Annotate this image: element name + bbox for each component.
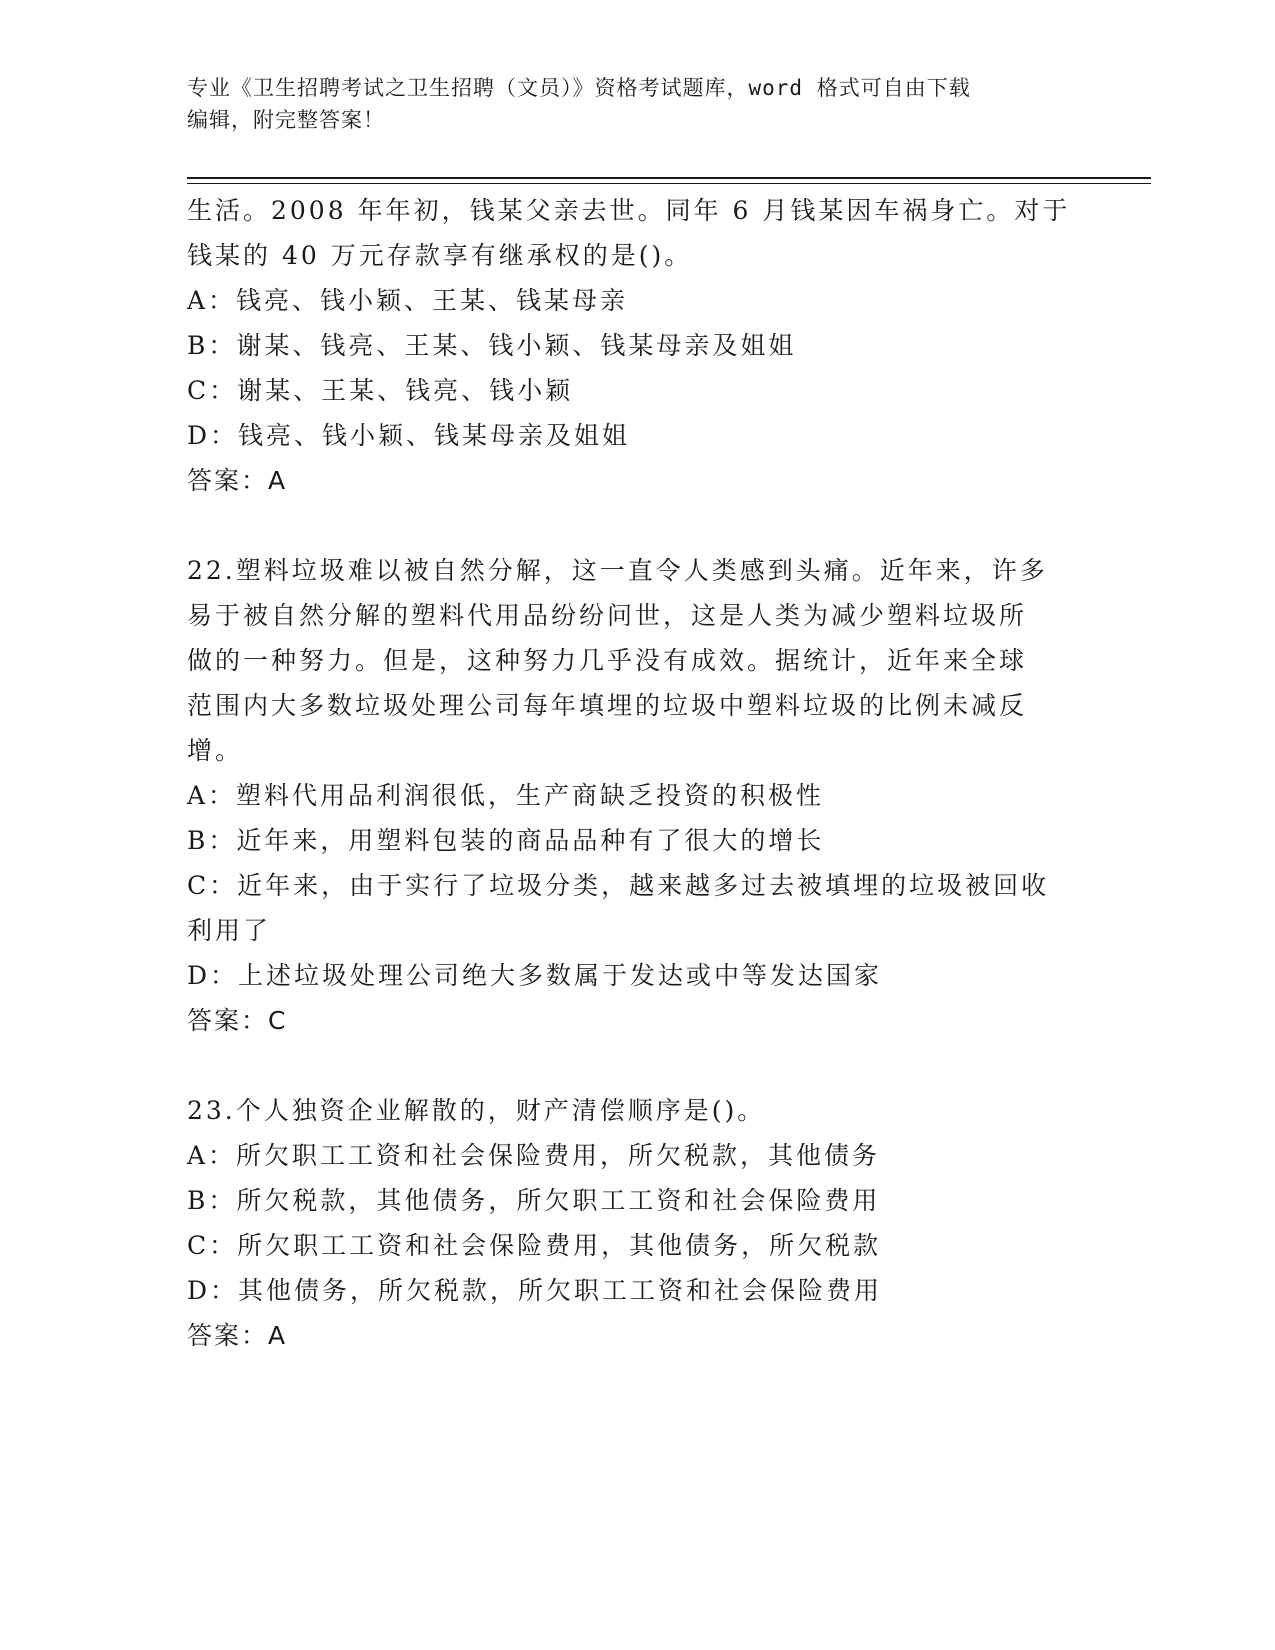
spacer [187, 1043, 1087, 1088]
header-line: 编辑，附完整答案！ [187, 108, 385, 132]
spacer [187, 503, 1087, 548]
question-stem-line: 增。 [187, 736, 244, 765]
option-b: B：所欠税款，其他债务，所欠职工工资和社会保险费用 [187, 1186, 881, 1215]
question-stem-line: 钱某的 40 万元存款享有继承权的是()。 [187, 241, 693, 270]
question-block [187, 1088, 1087, 1358]
option-b: B：近年来，用塑料包装的商品品种有了很大的增长 [187, 826, 825, 855]
page-header [187, 72, 1067, 136]
option-c: C：所欠职工工资和社会保险费用，其他债务，所欠税款 [187, 1231, 882, 1260]
question-stem-line: 23.个人独资企业解散的，财产清偿顺序是()。 [187, 1096, 766, 1125]
question-stem-line: 做的一种努力。但是，这种努力几乎没有成效。据统计，近年来全球 [187, 646, 1028, 675]
option-a: A：塑料代用品利润很低，生产商缺乏投资的积极性 [187, 781, 825, 810]
option-d: D：其他债务，所欠税款，所欠职工工资和社会保险费用 [187, 1276, 883, 1305]
option-a: A：所欠职工工资和社会保险费用，所欠税款，其他债务 [187, 1141, 881, 1170]
question-stem-line: 易于被自然分解的塑料代用品纷纷问世，这是人类为减少塑料垃圾所 [187, 601, 1028, 630]
header-line: 专业《卫生招聘考试之卫生招聘（文员）》资格考试题库，word 格式可自由下载 [187, 76, 971, 100]
option-d: D：上述垃圾处理公司绝大多数属于发达或中等发达国家 [187, 961, 883, 990]
answer-line: 答案：A [187, 466, 288, 495]
answer-line: 答案：A [187, 1321, 288, 1350]
option-b: B：谢某、钱亮、王某、钱小颖、钱某母亲及姐姐 [187, 331, 797, 360]
answer-line: 答案：C [187, 1006, 288, 1035]
header-divider-thin [187, 183, 1151, 184]
question-block [187, 548, 1087, 1043]
option-c: C：谢某、王某、钱亮、钱小颖 [187, 376, 574, 405]
option-a: A：钱亮、钱小颖、王某、钱某母亲 [187, 286, 629, 315]
option-c: C：近年来，由于实行了垃圾分类，越来越多过去被填埋的垃圾被回收 [187, 871, 1050, 900]
question-stem-line: 生活。2008 年年初，钱某父亲去世。同年 6 月钱某因车祸身亡。对于 [187, 196, 1071, 225]
question-stem-line: 22.塑料垃圾难以被自然分解，这一直令人类感到头痛。近年来，许多 [187, 556, 1048, 585]
header-divider [187, 177, 1151, 179]
question-block [187, 188, 1087, 503]
question-stem-line: 范围内大多数垃圾处理公司每年填埋的垃圾中塑料垃圾的比例未减反 [187, 691, 1028, 720]
question-list [187, 188, 1087, 1358]
option-c-continued: 利用了 [187, 916, 272, 945]
option-d: D：钱亮、钱小颖、钱某母亲及姐姐 [187, 421, 631, 450]
